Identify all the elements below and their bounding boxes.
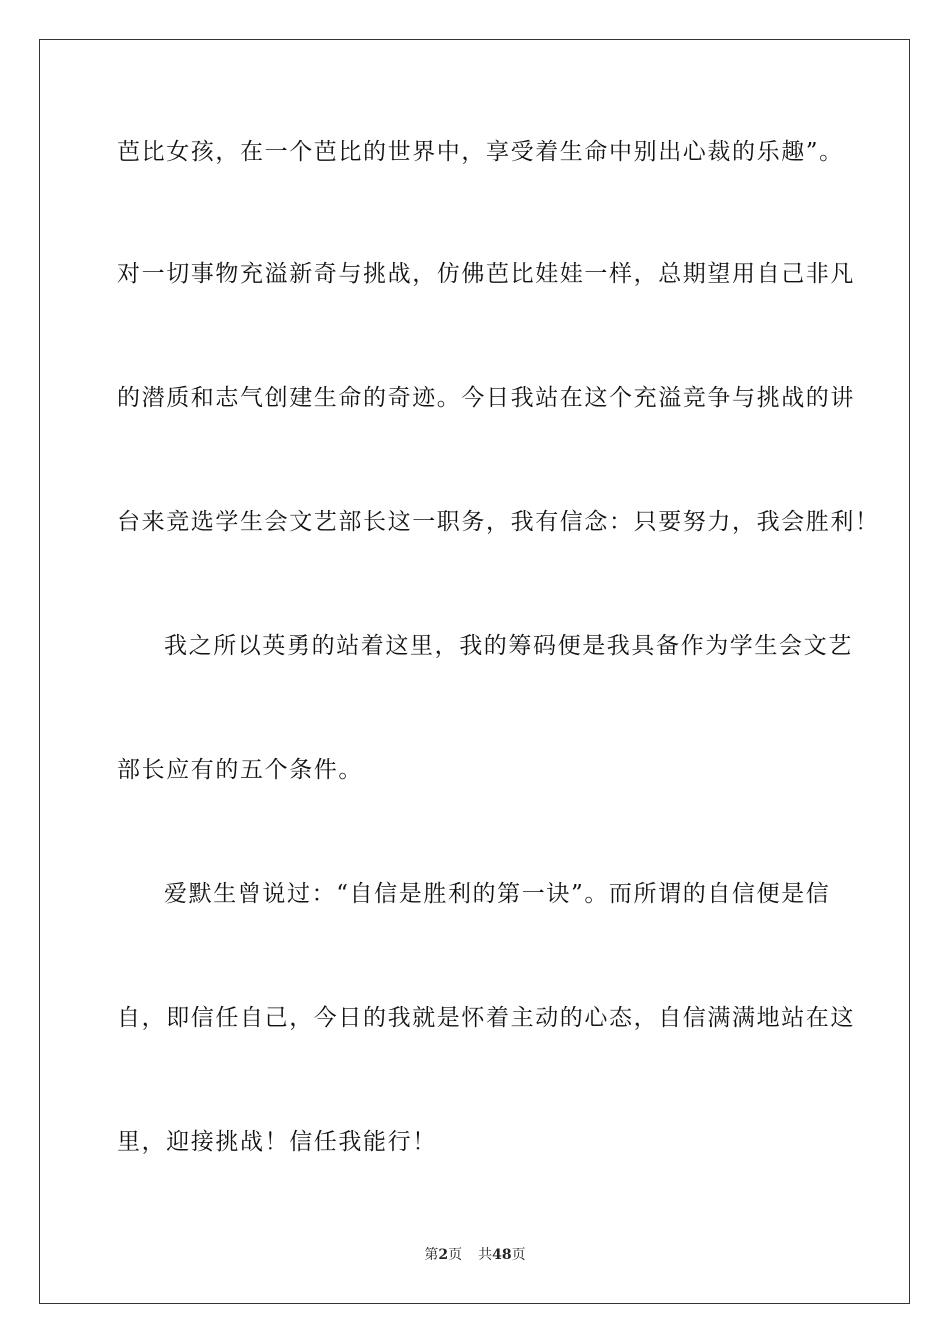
paragraph-line-9: 里，迎接挑战！信任我能行！ [117,1129,437,1155]
paragraph-line-4: 台来竞选学生会文艺部长这一职务，我有信念：只要努力，我会胜利！ [117,509,880,535]
paragraph-line-6: 部长应有的五个条件。 [117,757,363,783]
paragraph-line-5: 我之所以英勇的站着这里，我的筹码便是我具备作为学生会文艺 [164,633,853,659]
page-border [39,39,910,1304]
paragraph-line-2: 对一切事物充溢新奇与挑战，仿佛芭比娃娃一样，总期望用自己非凡 [117,261,855,287]
paragraph-line-7: 爱默生曾说过：“自信是胜利的第一诀”。而所谓的自信便是信 [164,881,831,907]
page-number: 2 [438,1247,449,1263]
page-suffix: 页 [448,1247,463,1263]
total-prefix: 共 [478,1247,493,1263]
total-suffix: 页 [511,1247,526,1263]
page-prefix: 第 [424,1247,439,1263]
total-pages: 48 [492,1247,512,1263]
page-footer [0,1246,950,1264]
paragraph-line-1: 芭比女孩，在一个芭比的世界中，享受着生命中别出心裁的乐趣”。 [117,139,844,165]
paragraph-line-3: 的潜质和志气创建生命的奇迹。今日我站在这个充溢竞争与挑战的讲 [117,385,855,411]
paragraph-line-8: 自，即信任自己，今日的我就是怀着主动的心态，自信满满地站在这 [117,1005,855,1031]
